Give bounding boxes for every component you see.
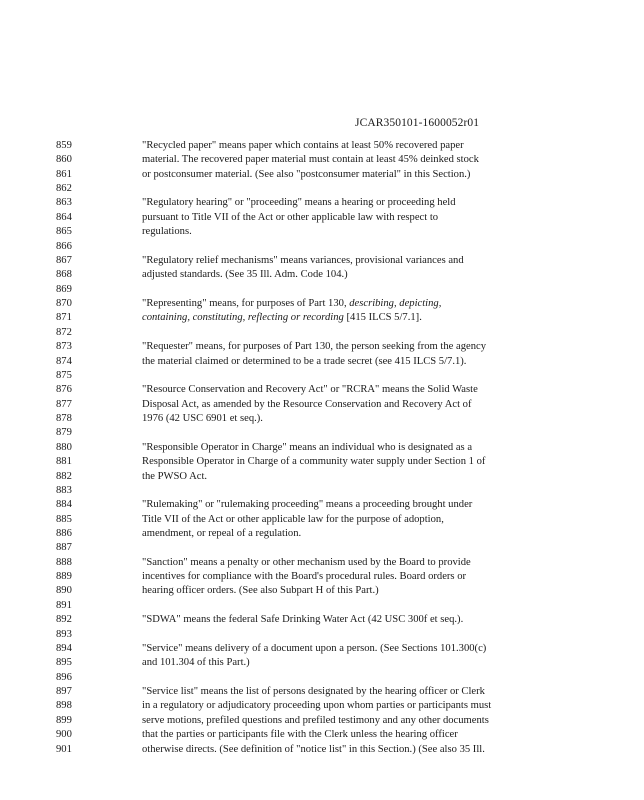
line-number: 874 [56, 355, 72, 367]
document-line [0, 599, 644, 613]
line-number: 892 [56, 614, 72, 626]
line-number: 885 [56, 513, 72, 525]
plain-text: Title VII of the Act or other applicable law for the purpose of adoption, [142, 513, 444, 525]
line-text [142, 254, 464, 268]
line-text [142, 613, 463, 627]
plain-text: "Regulatory relief mechanisms" means variances, provisional variances and [142, 254, 464, 266]
line-text [142, 441, 472, 455]
plain-text: "Rulemaking" or "rulemaking proceeding" means a proceeding brought under [142, 499, 473, 511]
document-line [0, 570, 644, 584]
line-text [142, 527, 301, 541]
line-number: 883 [56, 484, 72, 496]
plain-text: Disposal Act, as amended by the Resource Conservation and Recovery Act of [142, 398, 472, 410]
line-text [142, 743, 485, 757]
line-number: 886 [56, 527, 72, 539]
line-number: 867 [56, 254, 72, 266]
line-text [142, 642, 486, 656]
line-text [142, 139, 464, 153]
line-text [142, 153, 479, 167]
plain-text: "SDWA" means the federal Safe Drinking Water Act (42 USC 300f et seq.). [142, 614, 464, 626]
document-line [0, 311, 644, 325]
line-number: 860 [56, 154, 72, 166]
line-number: 865 [56, 226, 72, 238]
document-line [0, 182, 644, 196]
line-number: 875 [56, 369, 72, 381]
plain-text: and 101.304 of this Part.) [142, 657, 250, 669]
line-number: 901 [56, 743, 72, 755]
line-text [142, 728, 458, 742]
document-line [0, 240, 644, 254]
line-text [142, 340, 486, 354]
plain-text: otherwise directs. (See definition of "notice list" in this Section.) (See also 35 Ill. [142, 743, 485, 755]
line-text [142, 656, 250, 670]
line-number: 893 [56, 628, 72, 640]
document-line [0, 671, 644, 685]
line-number: 864 [56, 211, 72, 223]
line-number: 868 [56, 269, 72, 281]
document-line [0, 441, 644, 455]
line-number: 872 [56, 326, 72, 338]
document-line [0, 556, 644, 570]
plain-text: "Resource Conservation and Recovery Act" or "RCRA" means the Solid Waste [142, 384, 478, 396]
document-line [0, 426, 644, 440]
line-text [142, 714, 489, 728]
document-line [0, 139, 644, 153]
line-text [142, 412, 263, 426]
plain-text: the PWSO Act. [142, 470, 208, 482]
document-line [0, 743, 644, 757]
line-number: 871 [56, 312, 72, 324]
document-line [0, 455, 644, 469]
document-line [0, 211, 644, 225]
line-number: 898 [56, 700, 72, 712]
italic-text: containing, constituting, reflecting or recording [142, 312, 344, 324]
line-number: 863 [56, 197, 72, 209]
document-line [0, 628, 644, 642]
document-line [0, 685, 644, 699]
line-number: 900 [56, 729, 72, 741]
document-line [0, 225, 644, 239]
line-text [142, 297, 441, 311]
line-number: 869 [56, 283, 72, 295]
plain-text: material. The recovered paper material must contain at least 45% deinked stock [142, 154, 479, 166]
plain-text: "Sanction" means a penalty or other mechanism used by the Board to provide [142, 556, 471, 568]
line-number: 877 [56, 398, 72, 410]
line-number: 884 [56, 499, 72, 511]
line-text [142, 570, 466, 584]
document-line [0, 383, 644, 397]
plain-text: incentives for compliance with the Board's procedural rules. Board orders or [142, 571, 467, 583]
line-text [142, 211, 438, 225]
line-number: 890 [56, 585, 72, 597]
document-line [0, 196, 644, 210]
document-line [0, 498, 644, 512]
line-number: 870 [56, 298, 72, 310]
document-line [0, 470, 644, 484]
document-line [0, 369, 644, 383]
line-number: 881 [56, 456, 72, 468]
plain-text: "Service" means delivery of a document upon a person. (See Sections 101.300(c) [142, 642, 487, 654]
plain-text: that the parties or participants file with the Clerk unless the hearing officer [142, 729, 458, 741]
plain-text: serve motions, prefiled questions and prefiled testimony and any other documents [142, 714, 489, 726]
line-text [142, 311, 422, 325]
document-line [0, 513, 644, 527]
plain-text: in a regulatory or adjudicatory proceeding upon whom parties or participants must [142, 700, 492, 712]
plain-text: pursuant to Title VII of the Act or other applicable law with respect to [142, 211, 439, 223]
line-number: 878 [56, 413, 72, 425]
line-text [142, 699, 491, 713]
line-text [142, 455, 485, 469]
line-number: 899 [56, 714, 72, 726]
line-text [142, 383, 478, 397]
plain-text: Responsible Operator in Charge of a community water supply under Section 1 of [142, 456, 486, 468]
document-line [0, 541, 644, 555]
line-number: 866 [56, 240, 72, 252]
document-line [0, 398, 644, 412]
italic-text: describing, depicting, [349, 298, 442, 310]
plain-text: "Recycled paper" means paper which contains at least 50% recovered paper [142, 140, 464, 151]
line-number: 880 [56, 441, 72, 453]
document-line [0, 326, 644, 340]
document-line [0, 283, 644, 297]
plain-text: or postconsumer material. (See also "postconsumer material" in this Section.) [142, 168, 471, 180]
document-line [0, 355, 644, 369]
plain-text: adjusted standards. (See 35 Ill. Adm. Code 104.) [142, 269, 348, 281]
line-text [142, 685, 485, 699]
line-number: 895 [56, 657, 72, 669]
document-line [0, 297, 644, 311]
line-number: 873 [56, 341, 72, 353]
plain-text: "Regulatory hearing" or "proceeding" means a hearing or proceeding held [142, 197, 456, 209]
line-text [142, 513, 444, 527]
plain-text: hearing officer orders. (See also Subpart H of this Part.) [142, 585, 379, 597]
document-line [0, 613, 644, 627]
line-number: 894 [56, 642, 72, 654]
line-text [142, 168, 470, 182]
line-text [142, 470, 207, 484]
document-line [0, 168, 644, 182]
line-number: 888 [56, 556, 72, 568]
line-number: 896 [56, 671, 72, 683]
plain-text: "Representing" means, for purposes of Part 130, [142, 298, 350, 310]
line-text [142, 268, 348, 282]
plain-text: "Requester" means, for purposes of Part 130, the person seeking from the agency [142, 341, 487, 353]
plain-text: regulations. [142, 226, 192, 238]
plain-text: 1976 (42 USC 6901 et seq.). [142, 413, 263, 425]
line-number: 879 [56, 427, 72, 439]
document-line [0, 699, 644, 713]
document-line [0, 153, 644, 167]
line-number: 891 [56, 599, 72, 611]
document-line [0, 268, 644, 282]
line-number: 876 [56, 384, 72, 396]
line-text [142, 398, 472, 412]
line-number: 882 [56, 470, 72, 482]
line-number: 889 [56, 571, 72, 583]
line-number: 862 [56, 183, 72, 195]
line-text [142, 225, 192, 239]
line-number: 861 [56, 168, 72, 180]
document-line [0, 527, 644, 541]
line-number: 859 [56, 140, 72, 151]
document-line [0, 340, 644, 354]
line-text [142, 355, 466, 369]
line-text [142, 556, 471, 570]
document-line [0, 584, 644, 598]
document-line [0, 412, 644, 426]
plain-text: "Service list" means the list of persons designated by the hearing officer or Clerk [142, 686, 485, 698]
line-text [142, 498, 472, 512]
document-line [0, 484, 644, 498]
document-line [0, 714, 644, 728]
plain-text: [415 ILCS 5/7.1]. [343, 312, 422, 324]
document-line [0, 254, 644, 268]
document-line [0, 656, 644, 670]
plain-text: the material claimed or determined to be a trade secret (see 415 ILCS 5/7.1). [142, 355, 467, 367]
plain-text: "Responsible Operator in Charge" means an individual who is designated as a [142, 441, 473, 453]
plain-text: amendment, or repeal of a regulation. [142, 527, 302, 539]
line-number: 897 [56, 686, 72, 698]
document-line [0, 642, 644, 656]
line-number: 887 [56, 542, 72, 554]
line-text [142, 196, 456, 210]
line-text [142, 584, 379, 598]
document-line [0, 728, 644, 742]
document-id: JCAR350101-1600052r01 [355, 117, 480, 129]
